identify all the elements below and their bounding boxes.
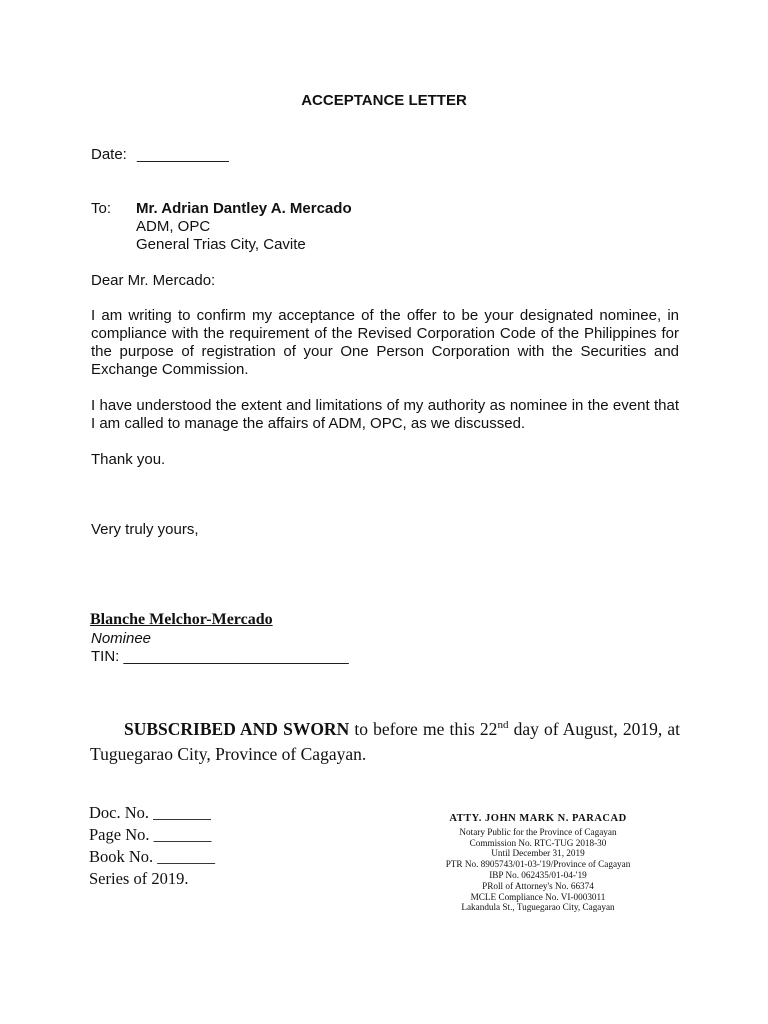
jurat-paragraph (90, 717, 680, 767)
notary-line: Commission No. RTC-TUG 2018-30 (469, 837, 607, 848)
salutation: Dear Mr. Mercado: (91, 272, 216, 289)
notary-name: ATTY. JOHN MARK N. PARACAD (449, 813, 627, 824)
tin-blank: ___________________________ (123, 648, 349, 665)
closing-line: Very truly yours, (91, 521, 199, 538)
date-blank: ___________ (137, 146, 229, 163)
notary-line: Until December 31, 2019 (491, 848, 585, 859)
doc-entries (89, 802, 215, 890)
jurat-text-before: to before me this 22 (349, 719, 498, 739)
to-label: To: (91, 200, 112, 217)
recipient-address: General Trias City, Cavite (136, 236, 306, 253)
notary-line: MCLE Compliance No. VI-0003011 (470, 891, 606, 902)
notary-line: PRoll of Attorney's No. 66374 (482, 880, 594, 891)
signatory-role: Nominee (91, 630, 152, 647)
jurat-bold: SUBSCRIBED AND SWORN (124, 719, 350, 739)
signatory-name: Blanche Melchor-Mercado (90, 611, 273, 628)
date-label: Date: (91, 146, 127, 163)
tin-line (91, 648, 349, 665)
page-number: Page No. _______ (89, 825, 212, 844)
doc-number: Doc. No. _______ (89, 803, 211, 822)
body-paragraph-2: I have understood the extent and limitations of my authority as nominee in the event that I am called to manage the affairs of ADM, OPC, as we discussed. (91, 397, 679, 432)
book-number: Book No. _______ (89, 847, 216, 866)
notary-block (418, 814, 658, 913)
notary-line: Notary Public for the Province of Cagayan (459, 826, 617, 837)
notary-line: PTR No. 8905743/01-03-'19/Province of Cagayan (445, 859, 631, 870)
notary-line: Lakandula St., Tuguegarao City, Cagayan (461, 902, 615, 913)
recipient-company: ADM, OPC (136, 218, 211, 235)
tin-label: TIN: (91, 648, 120, 665)
date-line (91, 146, 229, 163)
body-paragraph-1: I am writing to confirm my acceptance of the offer to be your designated nominee, in compliance with the requirement of the Revised Corporation Code of the Philippines for the purpose of registration of your One Person Corporation with the Securities and Exchange Commission. (91, 307, 679, 378)
series-year: Series of 2019. (89, 869, 189, 888)
jurat-ordinal: nd (497, 719, 509, 732)
notary-line: IBP No. 062435/01-04-'19 (489, 869, 587, 880)
recipient-name: Mr. Adrian Dantley A. Mercado (136, 200, 352, 217)
thanks-line: Thank you. (91, 451, 166, 468)
letter-title: ACCEPTANCE LETTER (301, 92, 467, 109)
jurat-text-after: day of August, 2019, at Tuguegarao City, Province of Cagayan. (90, 719, 680, 764)
